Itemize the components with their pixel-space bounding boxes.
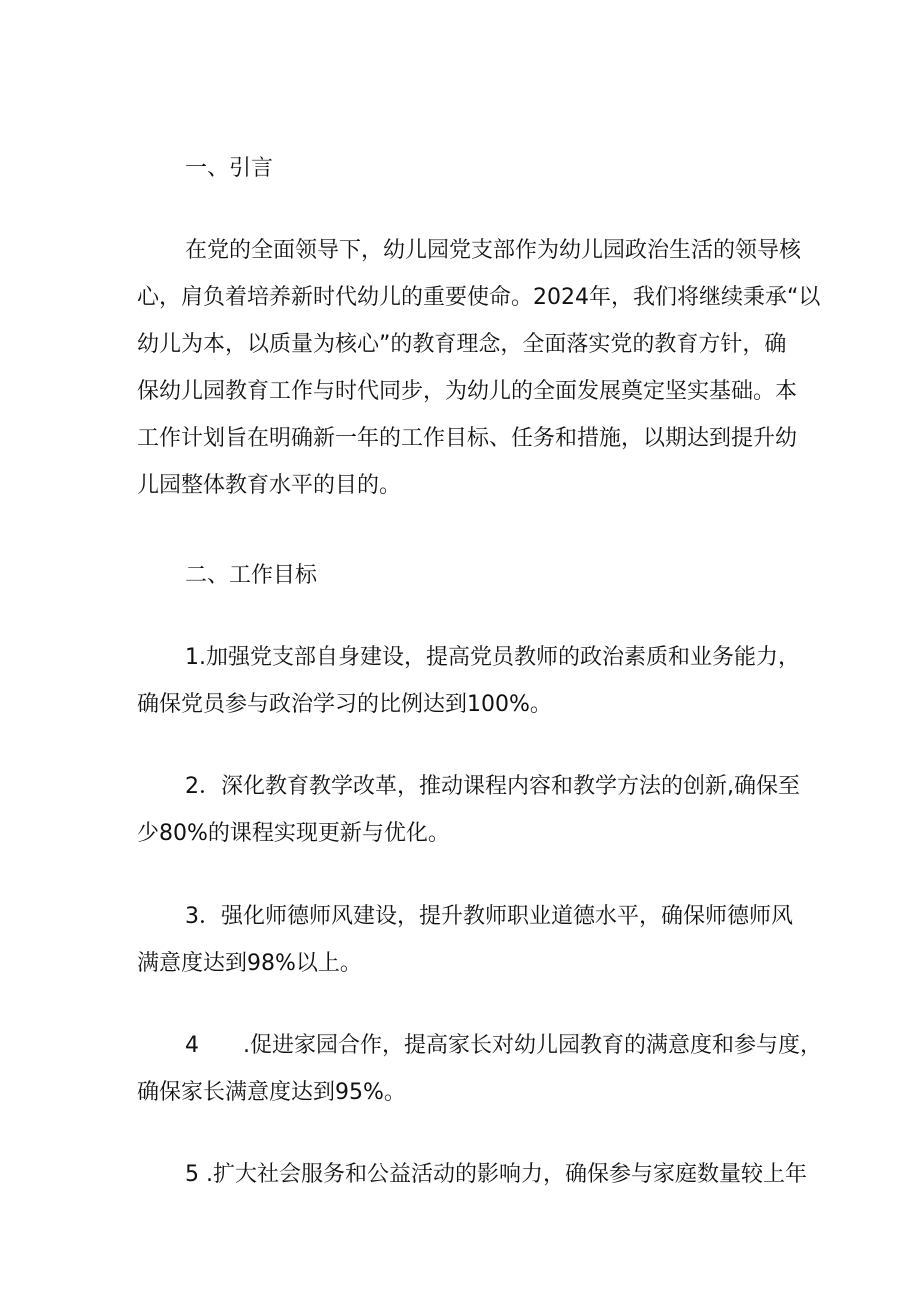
goal-1-line-1: 1.加强党支部自身建设，提高党员教师的政治素质和业务能力， [185,645,800,670]
goal-4-line-1: 4 .促进家园合作，提高家长对幼儿园教育的满意度和参与度， [185,1033,822,1058]
goal-3-line-2: 满意度达到98%以上。 [137,951,362,976]
intro-line-1: 在党的全面领导下，幼儿园党支部作为幼儿园政治生活的领导核 [185,238,802,263]
goal-1-line-2: 确保党员参与政治学习的比例达到100%。 [137,692,552,717]
section-heading-introduction: 一、引言 [185,156,274,181]
intro-line-6: 儿园整体教育水平的目的。 [137,473,402,498]
intro-line-5: 工作计划旨在明确新一年的工作目标、任务和措施，以期达到提升幼 [137,426,798,451]
intro-line-4: 保幼儿园教育工作与时代同步，为幼儿的全面发展奠定坚实基础。本 [137,379,798,404]
goal-3-line-1: 3．强化师德师风建设，提升教师职业道德水平，确保师德师风 [185,904,793,929]
section-heading-work-goals: 二、工作目标 [185,563,318,588]
goal-4-line-2: 确保家长满意度达到95%。 [137,1080,406,1105]
goal-2-line-2: 少80%的课程实现更新与优化。 [137,821,450,846]
intro-line-3: 幼儿为本，以质量为核心”的教育理念，全面落实党的教育方针，确 [137,332,787,357]
goal-2-line-1: 2．深化教育教学改革，推动课程内容和教学方法的创新,确保至 [185,774,800,799]
goal-5-line-1: 5 .扩大社会服务和公益活动的影响力，确保参与家庭数量较上年 [185,1162,807,1187]
intro-line-2: 心，肩负着培养新时代幼儿的重要使命。2024年，我们将继续秉承“以 [137,285,821,310]
